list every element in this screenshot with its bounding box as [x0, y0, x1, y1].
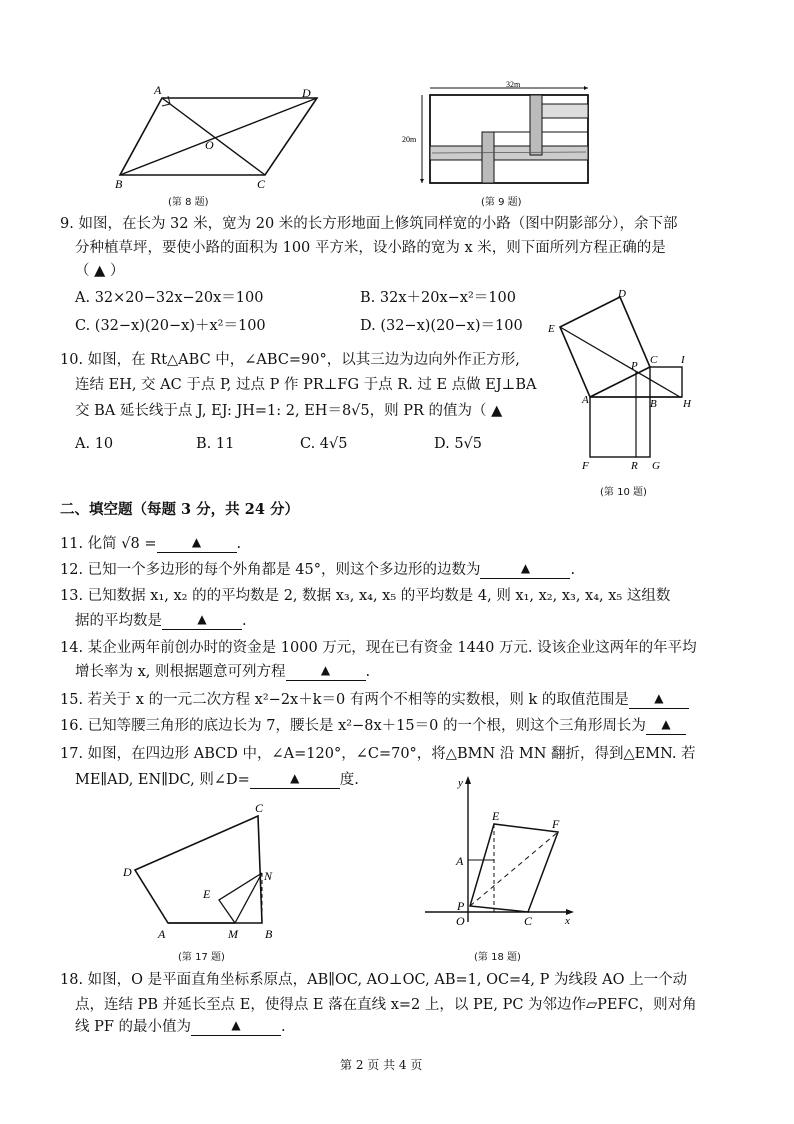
fig10-label-d: D	[618, 288, 626, 300]
q18-line-2: 点，连结 PB 并延长至点 E，使得点 E 落在直线 x=2 上，以 PE, PC 为邻边作▱PEFC，则对角	[75, 997, 697, 1013]
q18-line-3: 线 PF 的最小值为	[75, 1019, 192, 1035]
q16-text: 16. 已知等腰三角形的底边长为 7，腰长是 x²−8x＋15＝0 的一个根，则这个三角形周长为	[60, 718, 646, 734]
fig10-label-c: C	[650, 354, 658, 366]
fig8-label-b: B	[115, 177, 123, 190]
fig10-label-f: F	[582, 460, 589, 472]
fig17-label-c: C	[255, 801, 264, 815]
q16	[60, 714, 686, 735]
q16-answer-marker: ▲	[661, 717, 671, 731]
q15-answer-blank[interactable]	[629, 690, 689, 709]
figure-8	[105, 80, 335, 190]
q13-line-2: 据的平均数是	[75, 613, 162, 629]
fig10-caption: (第 10 题)	[600, 487, 647, 498]
q12	[60, 558, 575, 579]
q10-option-b[interactable]: B. 11	[196, 436, 235, 452]
q13-line-2-wrap: 据的平均数是 ▲ .	[75, 612, 247, 629]
fig18-label-e: E	[492, 809, 500, 823]
q10-option-c[interactable]: C. 4√5	[300, 436, 348, 452]
fig10-label-p: P	[631, 360, 638, 372]
fig18-label-x: x	[565, 915, 570, 927]
q13-answer-blank[interactable]	[162, 611, 242, 630]
fig18-label-p: P	[457, 899, 465, 913]
q9-line-2: 分种植草坪，要使小路的面积为 100 平方米，设小路的宽为 x 米，则下面所列方程正确的是	[75, 240, 666, 256]
q13-answer-marker: ▲	[197, 612, 207, 626]
fig17-label-d: D	[123, 865, 132, 879]
fig10-label-e: E	[548, 323, 555, 335]
fig17-label-b: B	[265, 927, 273, 941]
figure-9	[400, 78, 600, 190]
q14-answer-marker: ▲	[320, 663, 331, 677]
q17-end: 度.	[339, 772, 359, 788]
q9-option-d[interactable]: D. (32−x)(20−x)＝100	[360, 318, 523, 334]
fig17-label-a: A	[158, 927, 166, 941]
fig8-caption: (第 8 题)	[168, 197, 209, 208]
q14-line-1: 14. 某企业两年前创办时的资金是 1000 万元，现在已有资金 1440 万元. 设该企业这两年的年平均	[60, 640, 697, 656]
q10-option-d[interactable]: D. 5√5	[434, 436, 483, 452]
q17-answer-marker: ▲	[290, 771, 300, 785]
fig18-label-f: F	[552, 817, 560, 831]
figure-18	[410, 772, 580, 932]
q17-line-2: ME∥AD, EN∥DC, 则∠D=	[75, 772, 250, 788]
q14-line-2: 增长率为 x, 则根据题意可列方程	[75, 664, 286, 680]
figure-10	[540, 285, 700, 475]
fig9-caption: (第 9 题)	[481, 197, 522, 208]
q9-option-a[interactable]: A. 32×20−32x−20x＝100	[75, 290, 264, 306]
q15-answer-marker: ▲	[654, 691, 664, 705]
q17-line-2-wrap	[75, 768, 359, 789]
fig9-width-label: 32m	[506, 80, 521, 89]
q12-text: 12. 已知一个多边形的每个外角都是 45°，则这个多边形的边数为	[60, 562, 481, 578]
q12-end: .	[570, 562, 576, 578]
fig10-label-i: I	[681, 354, 685, 366]
q14-answer-blank[interactable]	[286, 662, 366, 681]
fig10-label-b: B	[650, 398, 657, 410]
figure-17	[115, 798, 285, 943]
q17-answer-blank[interactable]	[250, 770, 340, 789]
q9-option-b[interactable]: B. 32x＋20x−x²＝100	[360, 290, 516, 306]
q9-line-1: 9. 如图，在长为 32 米，宽为 20 米的长方形地面上修筑同样宽的小路（图中阴影部分），余下部	[60, 216, 678, 232]
q16-answer-blank[interactable]	[646, 716, 686, 735]
q9-line-3: （ ▲ ）	[75, 263, 125, 279]
fig18-label-a: A	[456, 854, 464, 868]
fig8-label-c: C	[257, 177, 266, 190]
fig10-label-r: R	[631, 460, 638, 472]
fig18-label-y: y	[458, 777, 463, 789]
fig9-height-label: 20m	[402, 135, 417, 144]
fig18-label-o: O	[456, 914, 465, 928]
fig18-label-c: C	[524, 914, 533, 928]
q17-line-1: 17. 如图，在四边形 ABCD 中，∠A=120°，∠C=70°，将△BMN 沿 MN 翻折，得到△EMN. 若	[60, 746, 696, 762]
q10-option-a[interactable]: A. 10	[75, 436, 114, 452]
fig8-label-a: A	[154, 83, 162, 97]
q18-line-3-wrap	[75, 1015, 286, 1036]
q11-answer-marker: ▲	[191, 535, 202, 549]
fig17-caption: (第 17 题)	[178, 952, 225, 963]
q18-line-1: 18. 如图，O 是平面直角坐标系原点，AB∥OC, AO⊥OC, AB=1, OC=4, P 为线段 AO 上一个动	[60, 972, 688, 988]
fig18-caption: (第 18 题)	[474, 952, 521, 963]
q18-end: .	[281, 1019, 286, 1035]
q11: 11. 化简 √8 = ▲ .	[60, 535, 242, 552]
fig10-label-a: A	[582, 394, 589, 406]
fig17-label-e: E	[203, 887, 211, 901]
q10-line-1: 10. 如图，在 Rt△ABC 中，∠ABC=90°，以其三边为边向外作正方形,	[60, 352, 520, 368]
q12-answer-blank[interactable]	[480, 560, 570, 579]
q15-text: 15. 若关于 x 的一元二次方程 x²−2x＋k＝0 有两个不相等的实数根，则 k 的取值范围是	[60, 692, 629, 708]
fig17-label-m: M	[228, 927, 238, 941]
q15	[60, 688, 689, 709]
page-footer: 第 2 页 共 4 页	[340, 1058, 423, 1072]
fig10-label-g: G	[652, 460, 660, 472]
fig10-label-h: H	[683, 398, 691, 410]
q10-line-3: 交 BA 延长线于点 J, EJ: JH=1: 2, EH＝8√5，则 PR 的值为（ ▲	[75, 403, 503, 419]
q10-line-2: 连结 EH, 交 AC 于点 P, 过点 P 作 PR⊥FG 于点 R. 过 E 点做 EJ⊥BA	[75, 377, 537, 393]
q14-line-2-wrap: 增长率为 x, 则根据题意可列方程 ▲ .	[75, 663, 371, 680]
q18-answer-marker: ▲	[231, 1018, 241, 1032]
fig17-label-n: N	[264, 869, 273, 883]
q11-text: 11. 化简 √8 =	[60, 536, 157, 552]
q12-answer-marker: ▲	[520, 561, 531, 575]
q18-answer-blank[interactable]	[191, 1017, 281, 1036]
q13-line-1: 13. 已知数据 x₁, x₂ 的的平均数是 2, 数据 x₃, x₄, x₅ 的平均数是 4, 则 x₁, x₂, x₃, x₄, x₅ 这组数	[60, 588, 671, 604]
section-2-title: 二、填空题（每题 3 分，共 24 分）	[60, 501, 299, 518]
q9-option-c[interactable]: C. (32−x)(20−x)＋x²＝100	[75, 318, 266, 334]
fig8-label-d: D	[302, 86, 311, 100]
fig8-label-o: O	[205, 138, 214, 152]
q11-answer-blank[interactable]	[157, 534, 237, 553]
